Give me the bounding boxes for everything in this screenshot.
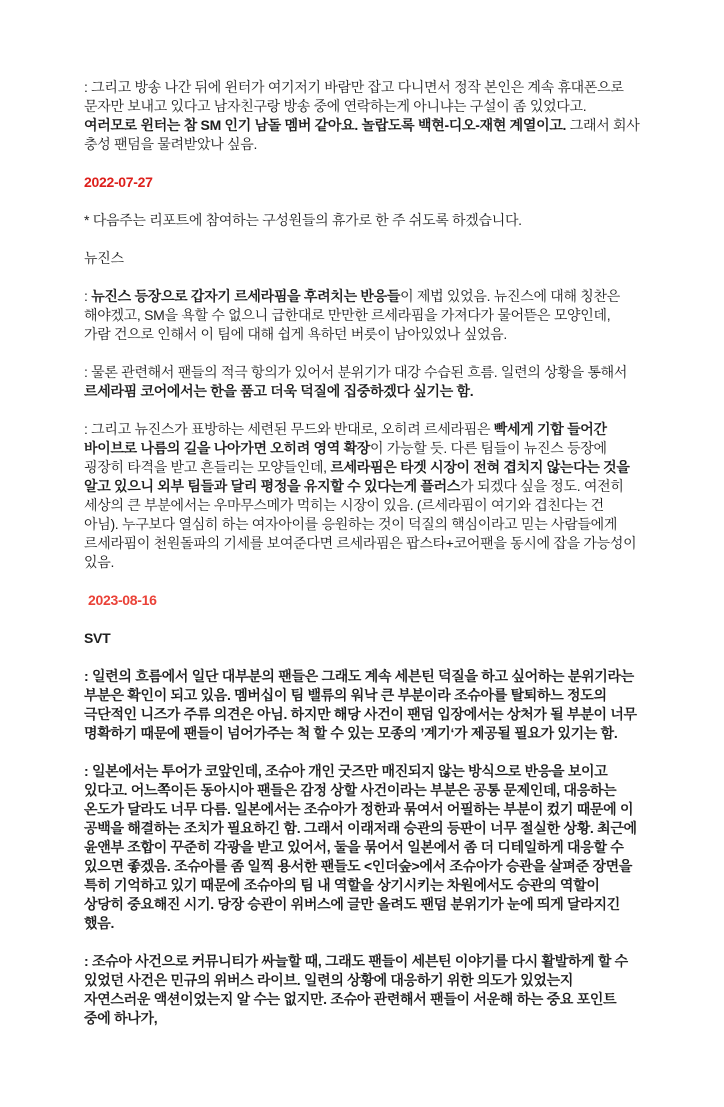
- text-segment: 그래서 회사 충성 팬덤을 물려받았나 싶음.: [84, 117, 640, 152]
- text-segment: 뉴진스 등장으로 갑자기 르세라핌을 후려치는 반응들: [91, 288, 401, 304]
- text-segment: 빡세게 기합 들어간 바이브로 나름의 길을 나아가면 오히려 영역 확장: [84, 421, 607, 456]
- subject-newjeans: 뉴진스: [84, 250, 124, 266]
- newjeans-paragraph-3: [84, 420, 640, 572]
- entry-date-2023-08-16: 2023-08-16: [88, 592, 157, 608]
- text-segment: :: [84, 288, 92, 304]
- svt-paragraph-2: [84, 762, 640, 933]
- intro-paragraph: [84, 78, 640, 154]
- vacation-note: * 다음주는 리포트에 참여하는 구성원들의 휴가로 한 주 쉬도록 하겠습니다.: [84, 212, 522, 228]
- entry-date-2022-07-27: 2022-07-27: [84, 174, 153, 190]
- text-segment: : 그리고 뉴진스가 표방하는 세련된 무드와 반대로, 오히려 르세라핌은: [84, 421, 494, 437]
- text-segment: : 일련의 흐름에서 일단 대부분의 팬들은 그래도 계속 세븐틴 덕질을 하고 싶어하는 분위기라는 부분은 확인이 되고 있음. 멤버십이 팀 밸류의 워낙 큰 부분이라 조슈아를 탈퇴하느 정도의 극단적인 니즈가 주류 의견은 아님. 하지만 해당 사건이 팬덤 입장에서는 상처가 될 부분이 너무 명확하기 때문에 팬들이 넘어가주는 척 할 수 있는 모종의 ’계기‘가 제공될 필요가 있기는 함.: [84, 668, 637, 741]
- text-segment: 이 가능할 듯. 다른 팀들이 뉴진스 등장에 굉장히 타격을 받고 흔들리는 모양들인데,: [84, 440, 607, 475]
- svt-paragraph-1: [84, 667, 640, 743]
- section-heading-svt: SVT: [84, 630, 111, 646]
- text-segment: 가 되겠다 싶을 정도. 여전히 세상의 큰 부분에서는 우마무스메가 먹히는 시장이 있음. (르세라핌이 여기와 겹친다는 건 아님). 누구보다 열심히 하는 여자아이를 응원하는 것이 덕질의 핵심이라고 믿는 사람들에게 르세라핌이 천원돌파의 기세를 보여준다면 르세라핌은 팝스타+코어팬을 동시에 잡을 가능성이 있음.: [84, 478, 637, 570]
- text-segment: 르세라핌 코어에서는 한을 품고 더욱 덕질에 집중하겠다 싶기는 함.: [84, 383, 474, 399]
- newjeans-paragraph-1: [84, 287, 640, 344]
- svt-paragraph-3: [84, 952, 640, 1028]
- text-segment: : 일본에서는 투어가 코앞인데, 조슈아 개인 굿즈만 매진되지 않는 방식으로 반응을 보이고 있다고. 어느쪽이든 동아시아 팬들은 감정 상할 사건이라는 부분은 공통 문제인데, 대응하는 온도가 달라도 너무 다름. 일본에서는 조슈아가 정한과 묶여서 어필하는 부분이 컸기 때문에 이 공백을 해결하는 조치가 필요하긴 함. 그래서 이래저래 승관의 등판이 너무 절실한 상황. 최근에 윤앤부 조합이 꾸준히 각광을 받고 있어서, 둘을 묶어서 일본에서 좀 더 디테일하게 대응할 수 있으면 좋겠음. 조슈아를 좀 일찍 용서한 팬들도 <인더숲>에서 조슈아가 승관을 살펴준 장면을 특히 기억하고 있기 때문에 조슈아의 팀 내 역할을 상기시키는 차원에서도 승관의 역할이 상당히 중요해진 시기. 당장 승관이 위버스에 글만 올려도 팬덤 분위기가 눈에 띄게 달라지긴 했음.: [84, 763, 637, 931]
- text-segment: 여러모로 윈터는 참 SM 인기 남돌 멤버 같아요. 놀랍도록 백현-디오-재현 계열이고.: [84, 117, 567, 133]
- text-segment: : 조슈아 사건으로 커뮤니티가 싸늘할 때, 그래도 팬들이 세븐틴 이야기를 다시 활발하게 할 수 있었던 사건은 민규의 위버스 라이브. 일련의 상황에 대응하기 위한 의도가 있었는지 자연스러운 액션이었는지 알 수는 없지만. 조슈아 관련해서 팬들이 서운해 하는 중요 포인트 중에 하나가,: [84, 953, 628, 1026]
- text-segment: 이 제법 있었음. 뉴진스에 대해 칭찬은 해야겠고, SM을 욕할 수 없으니 급한대로 만만한 르세라핌을 가져다가 물어뜯은 모양인데, 가람 건으로 인해서 이 팀에 대해 쉽게 욕하던 버릇이 남아있었나 싶었음.: [84, 288, 620, 342]
- text-segment: : 그리고 방송 나간 뒤에 윈터가 여기저기 바람만 잡고 다니면서 정작 본인은 계속 휴대폰으로 문자만 보내고 있다고 남자친구랑 방송 중에 연락하는게 아니냐는 구설이 좀 있었다고.: [84, 79, 624, 114]
- text-segment: 르세라핌은 타겟 시장이 전혀 겹치지 않는다는 것을 알고 있으니 외부 팀들과 달리 평정을 유지할 수 있다는게 플러스: [84, 459, 630, 494]
- text-segment: : 물론 관련해서 팬들의 적극 항의가 있어서 분위기가 대강 수습된 흐름. 일련의 상황을 통해서: [84, 364, 628, 380]
- newjeans-paragraph-2: [84, 363, 640, 401]
